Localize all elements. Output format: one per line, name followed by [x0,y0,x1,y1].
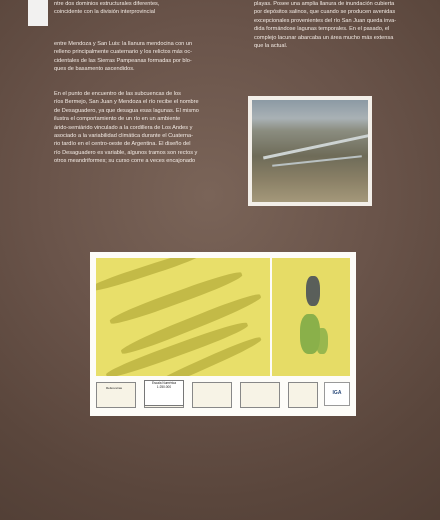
text-line: complejo lacunar abarcaba un área mucho más extensa [254,34,394,41]
photo-river [272,155,362,166]
paragraph-4 [54,90,199,166]
legend-block [288,382,318,408]
legend-block [192,382,232,408]
text-line: cidentales de las Sierras Pampeanas formadas por blo- [54,57,192,64]
map-legend [96,380,350,410]
legend-block [240,382,280,408]
text-line: dida formándose lagunas temporales. En el pasado, el [254,26,390,33]
text-line: ques de basamento ascendidos. [54,66,135,73]
text-line: por depósitos salinos, que cuando se producen avenidas [254,9,396,16]
text-line: coincidente con la división interprovincial [54,9,156,16]
paragraph-3 [254,0,396,50]
legend-title: Referencias [106,386,123,390]
text-line: río Desaguadero es variable, algunos tramos son rectos y [54,149,198,156]
geologic-map [90,252,356,416]
aerial-photo [248,96,372,206]
logo-text: IGA [332,390,342,396]
text-line: ríos Bermejo, San Juan y Mendoza el río recibe el nombre [54,99,199,106]
map-green-area [316,328,328,354]
text-line: ntre dos dominios estructurales diferentes, [54,1,160,7]
text-line: otros meandriformes; su curso corre a veces encajonado [54,158,196,165]
text-line: que la actual. [254,43,288,50]
scale-box [144,380,184,406]
paragraph-2 [54,40,192,74]
map-main-panel [96,258,270,376]
map-lagoon [306,276,320,306]
text-line: asociado a la variabilidad climática durante el Cuaterna- [54,133,193,140]
text-line: entre Mendoza y San Luis: la llanura mendocina con un [54,41,193,47]
scale-value: 1:250.000 [156,385,172,389]
text-line: de Desaguadero, ya que desagua esas lagunas. El mismo [54,107,199,114]
text-line: relleno principalmente cuaternario y los relictos más oc- [54,49,193,56]
photo-image [252,100,368,202]
text-line: árido-semiárido vinculado a la cordillera de Los Andes y [54,124,193,131]
paragraph-1 [54,0,159,17]
text-line: playas. Posee una amplia llanura de inundación cubierta [254,1,395,7]
text-line: excepcionales provenientes del río San Juan queda inva- [254,17,397,24]
text-line: En el punto de encuentro de las subcuencas de los [54,91,181,97]
scale-title: Escala Numérica [151,381,177,385]
iga-logo [324,382,350,406]
map-inset-panel [272,258,350,376]
text-line: ilustra el comportamiento de un río en un ambiente [54,116,181,123]
drop-cap-block [28,0,48,26]
text-line: rio tardío en el centro-oeste de Argentina. El diseño del [54,141,191,148]
